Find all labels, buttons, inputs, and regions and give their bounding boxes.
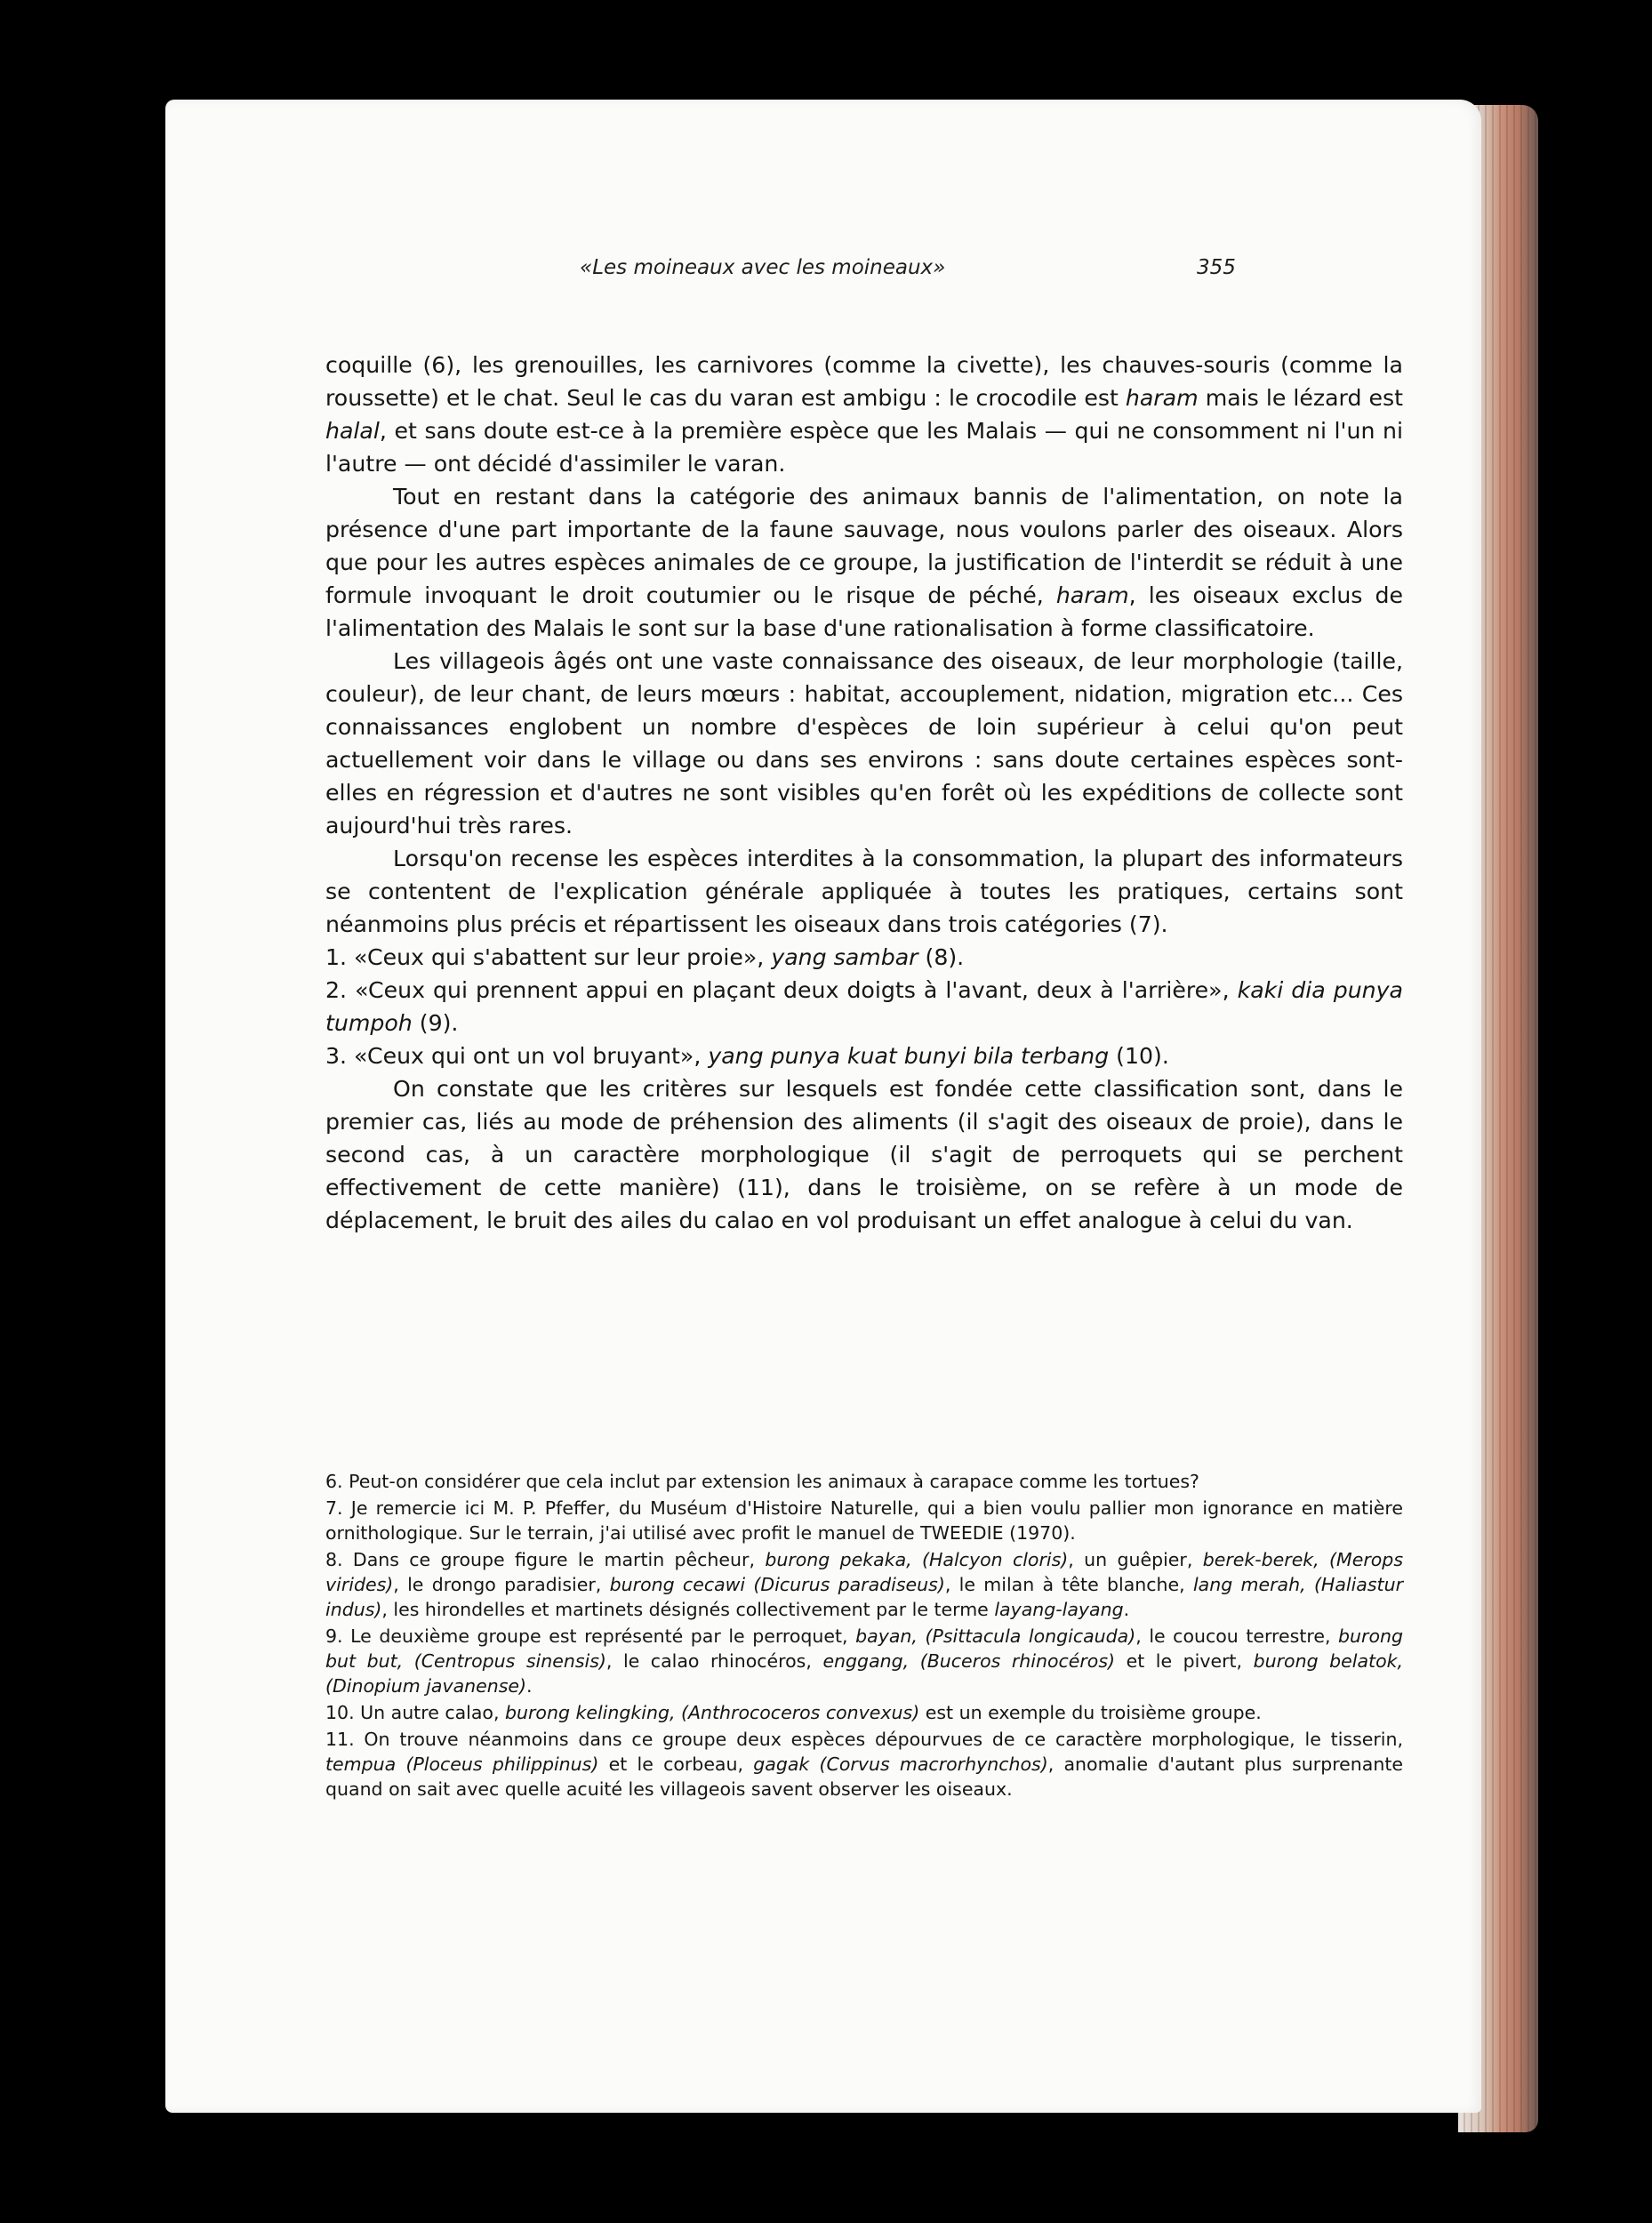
paragraph-5: On constate que les critères sur lesquels est fondée cette classification sont, dans le premier cas, liés au mode de préhension des aliments (il s'agit des oiseaux de proie), dans le second cas, à un caractère morphologique (il s'agit de perroquets qui se perchent effectivement de cette manière) (11), dans le troisième, on se refère à un mode de déplacement, le bruit des ailes du calao en vol produisant un effet analogue à celui du van.: [325, 1076, 1403, 1233]
paragraph-1: [325, 349, 1403, 480]
footnotes: [325, 1469, 1403, 1803]
italic-term: yang sambar: [771, 944, 918, 970]
page-number: 355: [1197, 256, 1236, 279]
footnote-9: [325, 1624, 1403, 1698]
running-title: «Les moineaux avec les moineaux»: [580, 256, 946, 279]
italic-term: gagak (Corvus macrorhynchos): [753, 1754, 1048, 1775]
footnote-7: 7. Je remercie ici M. P. Pfeffer, du Muséum d'Histoire Naturelle, qui a bien voulu pallier mon ignorance en matière ornithologique. Sur le terrain, j'ai utilisé avec profit le manuel de TWEEDIE (1970).: [325, 1497, 1403, 1544]
text-run: 11. On trouve néanmoins dans ce groupe deux espèces dépourvues de ce caractère morphologique, le tisserin,: [325, 1729, 1403, 1750]
italic-term: lang merah, (Haliastur indus): [325, 1574, 1404, 1620]
italic-term: bayan, (Psittacula longicauda): [855, 1625, 1136, 1647]
italic-term: yang punya kuat bunyi bila terbang: [708, 1043, 1110, 1069]
text-run: Tout en restant dans la catégorie des animaux bannis de l'alimentation, on note la présence d'une part importante de la faune sauvage, nous voulons parler des oiseaux. Alors que pour les autres espèces animales de ce groupe, la justification de l'interdit se réduit à une formule invoquant le droit coutumier ou le risque de péché,: [325, 484, 1403, 608]
text-run: 8. Dans ce groupe figure le martin pêcheur,: [325, 1549, 766, 1570]
italic-term: enggang, (Buceros rhinocéros): [822, 1650, 1116, 1672]
footnote-6: 6. Peut-on considérer que cela inclut par extension les animaux à carapace comme les tortues?: [325, 1471, 1199, 1492]
italic-term: burong pekaka, (Halcyon cloris): [765, 1549, 1069, 1570]
paragraph-2: [325, 480, 1403, 645]
text-run: 10. Un autre calao,: [325, 1702, 505, 1723]
text-run: .: [1123, 1599, 1130, 1620]
italic-term: haram: [1055, 582, 1129, 608]
text-run: mais le lézard est: [1198, 385, 1403, 411]
footnote-10: [325, 1700, 1403, 1725]
text-run: , le drongo paradisier,: [393, 1574, 610, 1595]
italic-term: burong but but, (Centropus sinensis): [325, 1625, 1404, 1672]
text-run: (8).: [918, 944, 965, 970]
text-run: , le milan à tête blanche,: [944, 1574, 1193, 1595]
text-run: , et sans doute est-ce à la première espèce que les Malais — qui ne consomment ni l'un ni l'autre — ont décidé d'assimiler le varan.: [325, 418, 1403, 477]
text-run: , les hirondelles et martinets désignés collectivement par le terme: [381, 1599, 995, 1620]
paragraph-3: Les villageois âgés ont une vaste connaissance des oiseaux, de leur morphologie (taille, couleur), de leur chant, de leurs mœurs : habitat, accouplement, nidation, migration etc... Ces connaissances englobent un nombre d'espèces de loin supérieur à celui qu'on peut actuellement voir dans le village ou dans ses environs : sans doute certaines espèces sont-elles en régression et d'autres ne sont visibles qu'en forêt où les expéditions de collecte sont aujourd'hui très rares.: [325, 648, 1403, 839]
italic-term: halal: [325, 418, 380, 444]
italic-term: berek-berek, (Merops virides): [325, 1549, 1403, 1595]
italic-term: burong belatok, (Dinopium javanense): [325, 1650, 1404, 1697]
text-run: , le coucou terrestre,: [1135, 1625, 1339, 1647]
text-run: , les oiseaux exclus de l'alimentation des Malais le sont sur la base d'une rationalisation à forme classificatoire.: [325, 582, 1403, 641]
italic-term: kaki dia punya tumpoh: [325, 977, 1403, 1036]
text-run: 1. «Ceux qui s'abattent sur leur proie»,: [325, 944, 772, 970]
list-item-1: [325, 941, 1403, 974]
italic-term: layang-layang: [994, 1599, 1124, 1620]
footnote-8: [325, 1547, 1403, 1622]
list-item-2: [325, 974, 1403, 1039]
list-item-3: [325, 1039, 1403, 1072]
book-page: [165, 100, 1481, 2113]
text-run: 3. «Ceux qui ont un vol bruyant»,: [325, 1043, 709, 1069]
text-run: (9).: [412, 1010, 459, 1036]
footnote-11: [325, 1727, 1403, 1802]
text-run: , anomalie d'autant plus surprenante quand on sait avec quelle acuité les villageois savent observer les oiseaux.: [325, 1754, 1403, 1800]
text-run: , un guêpier,: [1068, 1549, 1203, 1570]
italic-term: tempua (Ploceus philippinus): [325, 1754, 599, 1775]
running-header: [165, 256, 1481, 292]
italic-term: haram: [1125, 385, 1199, 411]
italic-term: burong kelingking, (Anthrococeros convexus): [505, 1702, 920, 1723]
text-run: 9. Le deuxième groupe est représenté par le perroquet,: [325, 1625, 856, 1647]
italic-term: burong cecawi (Dicurus paradiseus): [609, 1574, 945, 1595]
text-run: 2. «Ceux qui prennent appui en plaçant deux doigts à l'avant, deux à l'arrière»,: [325, 977, 1238, 1003]
main-text: [325, 349, 1403, 1237]
text-run: (10).: [1109, 1043, 1169, 1069]
text-run: , le calao rhinocéros,: [605, 1650, 823, 1672]
text-run: coquille (6), les grenouilles, les carnivores (comme la civette), les chauves-souris (comme la roussette) et le chat. Seul le cas du varan est ambigu : le crocodile est: [325, 352, 1403, 411]
text-run: .: [526, 1675, 533, 1697]
text-run: est un exemple du troisième groupe.: [919, 1702, 1262, 1723]
paragraph-4: Lorsqu'on recense les espèces interdites à la consommation, la plupart des informateurs se contentent de l'explication générale appliquée à toutes les pratiques, certains sont néanmoins plus précis et répartissent les oiseaux dans trois catégories (7).: [325, 846, 1403, 937]
text-run: et le corbeau,: [598, 1754, 754, 1775]
text-run: et le pivert,: [1115, 1650, 1254, 1672]
